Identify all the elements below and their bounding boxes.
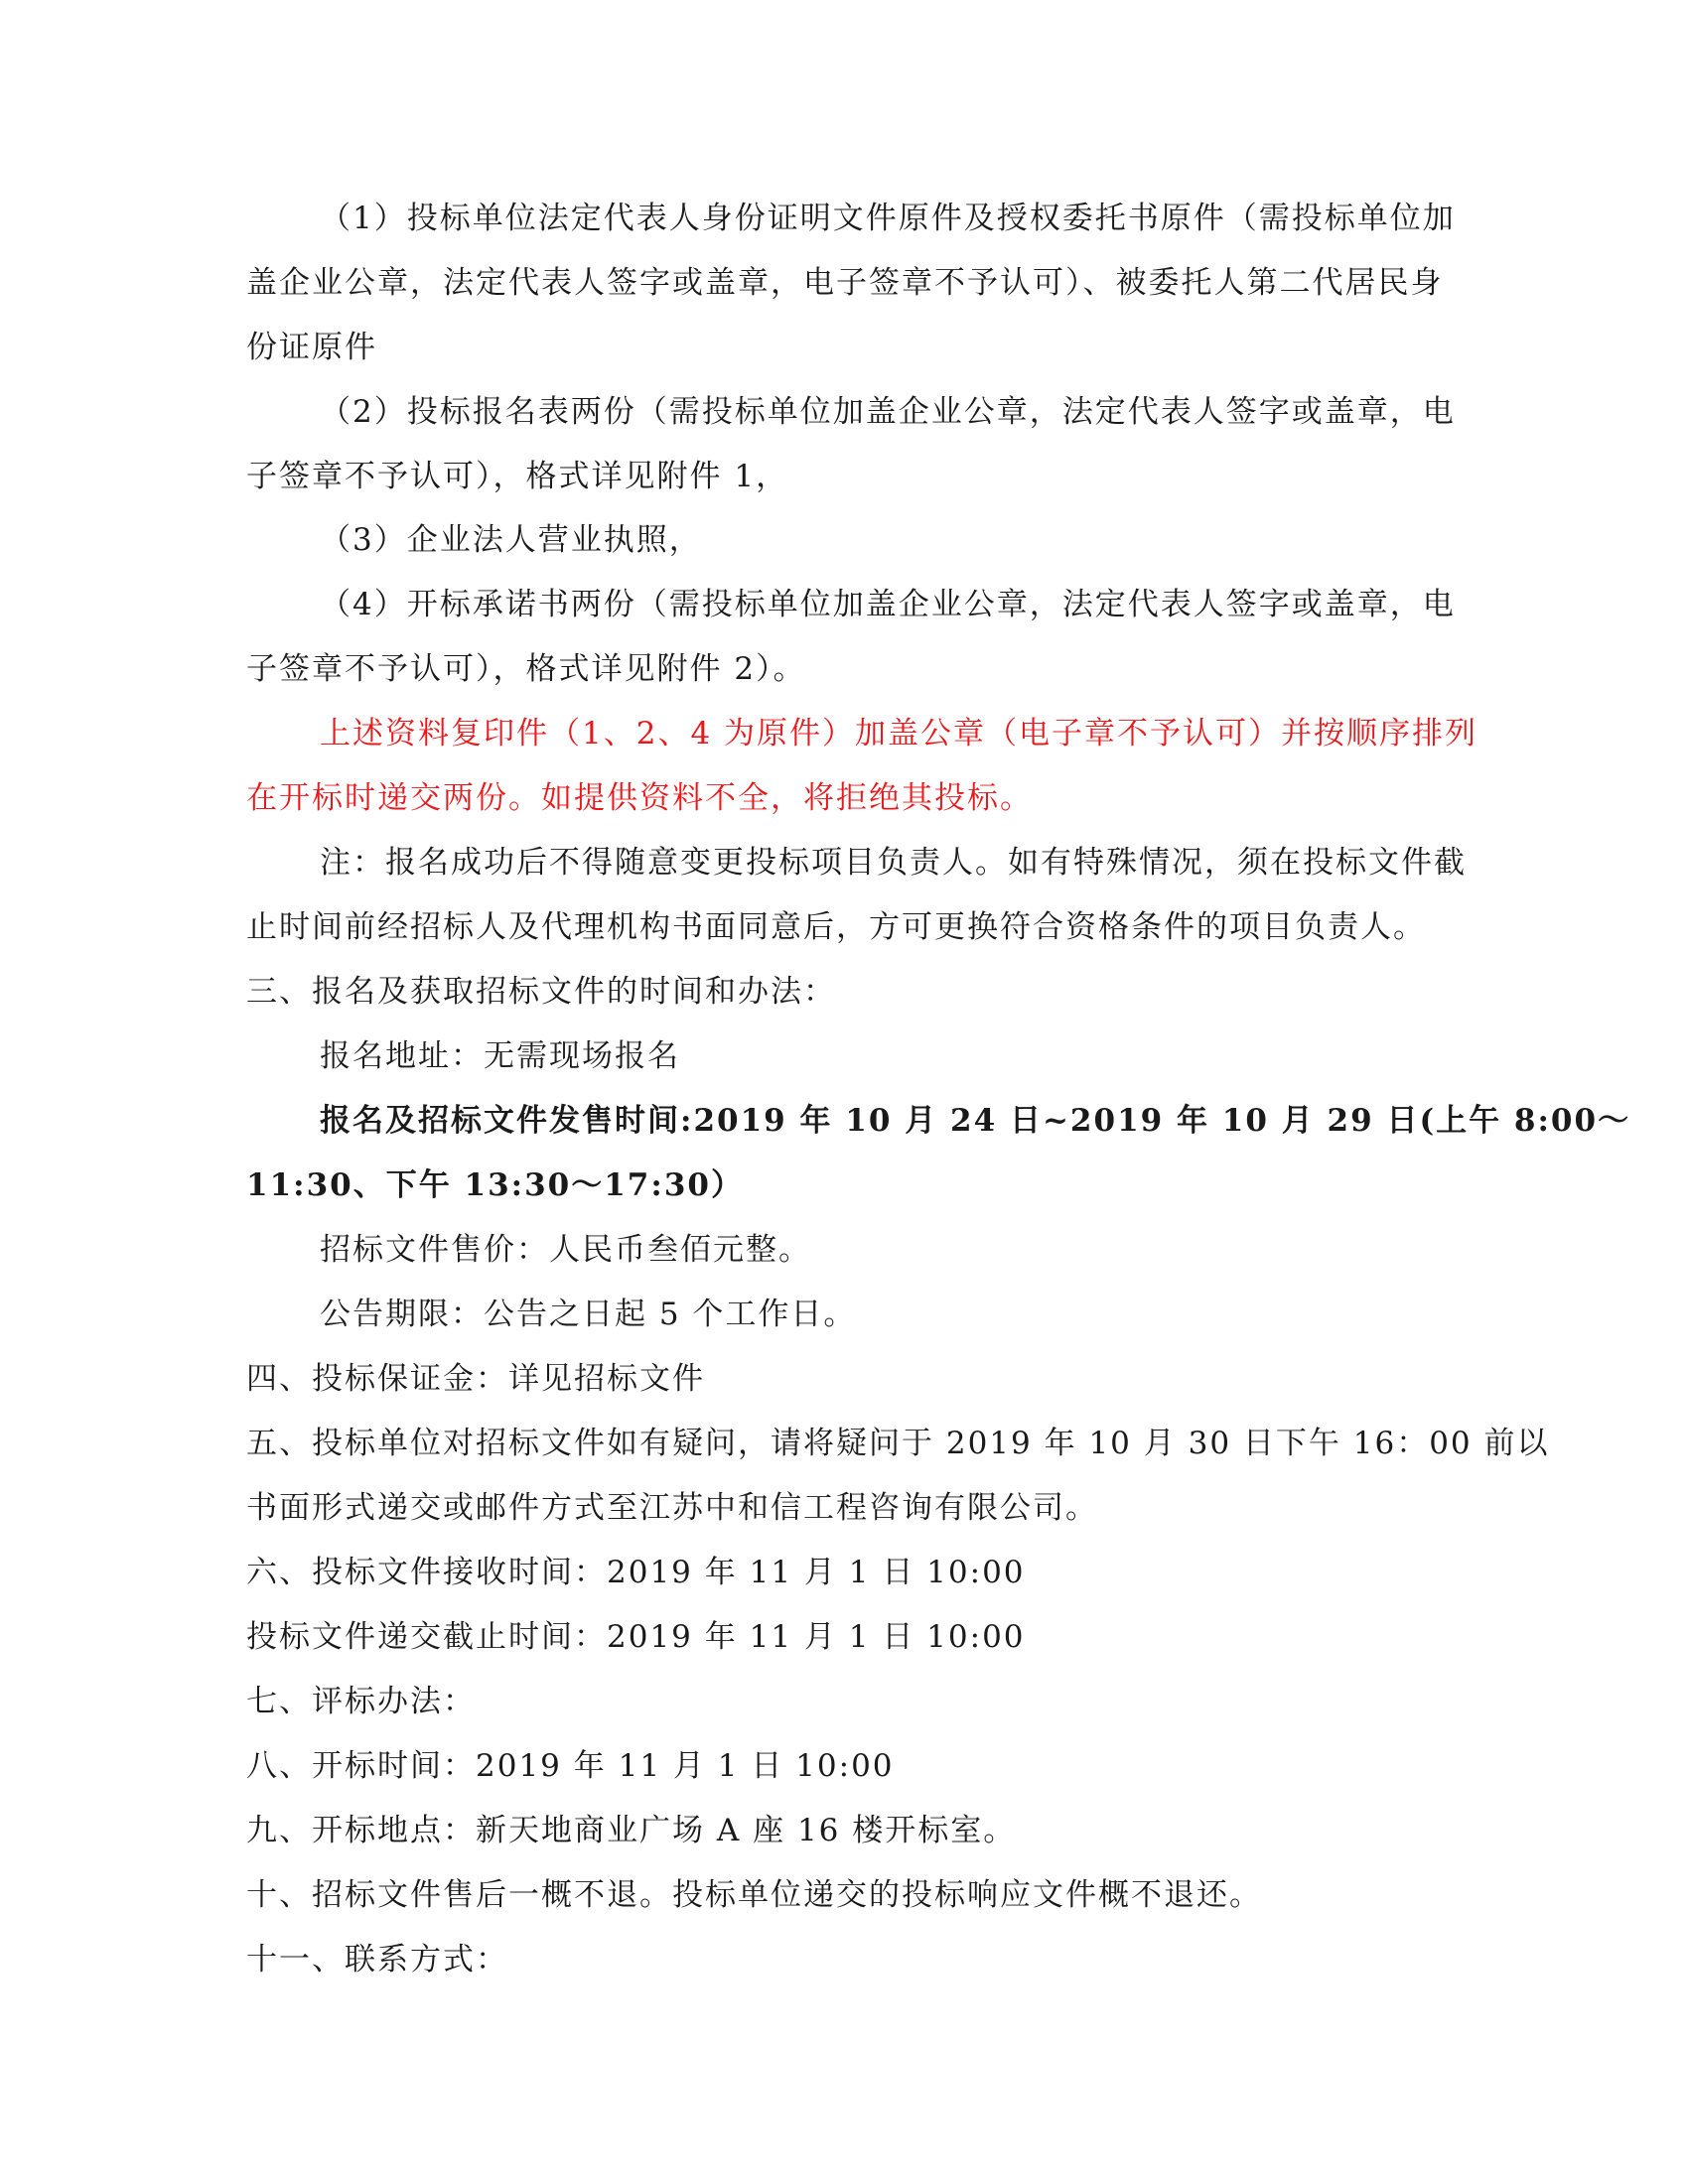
item1-line2: 盖企业公章，法定代表人签字或盖章，电子签章不予认可）、被委托人第二代居民身 xyxy=(246,265,1444,301)
item3-line1: （3）企业法人营业执照， xyxy=(320,522,702,558)
section5-line1: 五、投标单位对招标文件如有疑问，请将疑问于 2019 年 10 月 30 日下午 16：00 前以 xyxy=(246,1426,1550,1461)
item2-line1: （2）投标报名表两份（需投标单位加盖企业公章，法定代表人签字或盖章，电 xyxy=(320,394,1456,430)
warning-line2: 在开标时递交两份。如提供资料不全，将拒绝其投标。 xyxy=(246,780,1033,816)
section7-evaluation: 七、评标办法： xyxy=(246,1684,476,1719)
section6-receive-time: 六、投标文件接收时间：2019 年 11 月 1 日 10:00 xyxy=(246,1555,1026,1590)
note-line1: 注：报名成功后不得随意变更投标项目负责人。如有特殊情况，须在投标文件截 xyxy=(320,845,1467,881)
section11-contact: 十一、联系方式： xyxy=(246,1942,508,1978)
sale-time-line2: 11:30、下午 13:30～17:30） xyxy=(246,1167,744,1203)
section10-no-refund: 十、招标文件售后一概不退。投标单位递交的投标响应文件概不退还。 xyxy=(246,1877,1262,1913)
item4-line2: 子签章不予认可），格式详见附件 2）。 xyxy=(246,651,806,687)
item1-line3: 份证原件 xyxy=(246,330,377,365)
section8-opening-time: 八、开标时间：2019 年 11 月 1 日 10:00 xyxy=(246,1748,895,1784)
note-line2: 止时间前经招标人及代理机构书面同意后，方可更换符合资格条件的项目负责人。 xyxy=(246,909,1426,945)
section9-opening-location: 九、开标地点：新天地商业广场 A 座 16 楼开标室。 xyxy=(246,1813,1017,1848)
item2-line2: 子签章不予认可），格式详见附件 1， xyxy=(246,459,789,494)
sale-time-line1: 报名及招标文件发售时间:2019 年 10 月 24 日~2019 年 10 月 29 日(上午 8:00～ xyxy=(320,1103,1631,1139)
document-price: 招标文件售价：人民币叁佰元整。 xyxy=(320,1232,811,1268)
warning-line1: 上述资料复印件（1、2、4 为原件）加盖公章（电子章不予认可）并按顺序排列 xyxy=(320,716,1478,751)
section3-heading: 三、报名及获取招标文件的时间和办法： xyxy=(246,974,836,1010)
submission-deadline: 投标文件递交截止时间：2019 年 11 月 1 日 10:00 xyxy=(246,1619,1026,1655)
item4-line1: （4）开标承诺书两份（需投标单位加盖企业公章，法定代表人签字或盖章，电 xyxy=(320,587,1456,622)
section5-line2: 书面形式递交或邮件方式至江苏中和信工程咨询有限公司。 xyxy=(246,1490,1098,1526)
item1-line1: （1）投标单位法定代表人身份证明文件原件及授权委托书原件（需投标单位加 xyxy=(320,201,1456,236)
announcement-period: 公告期限：公告之日起 5 个工作日。 xyxy=(320,1297,857,1332)
registration-address: 报名地址：无需现场报名 xyxy=(320,1038,680,1074)
section4-deposit: 四、投标保证金：详见招标文件 xyxy=(246,1361,705,1397)
